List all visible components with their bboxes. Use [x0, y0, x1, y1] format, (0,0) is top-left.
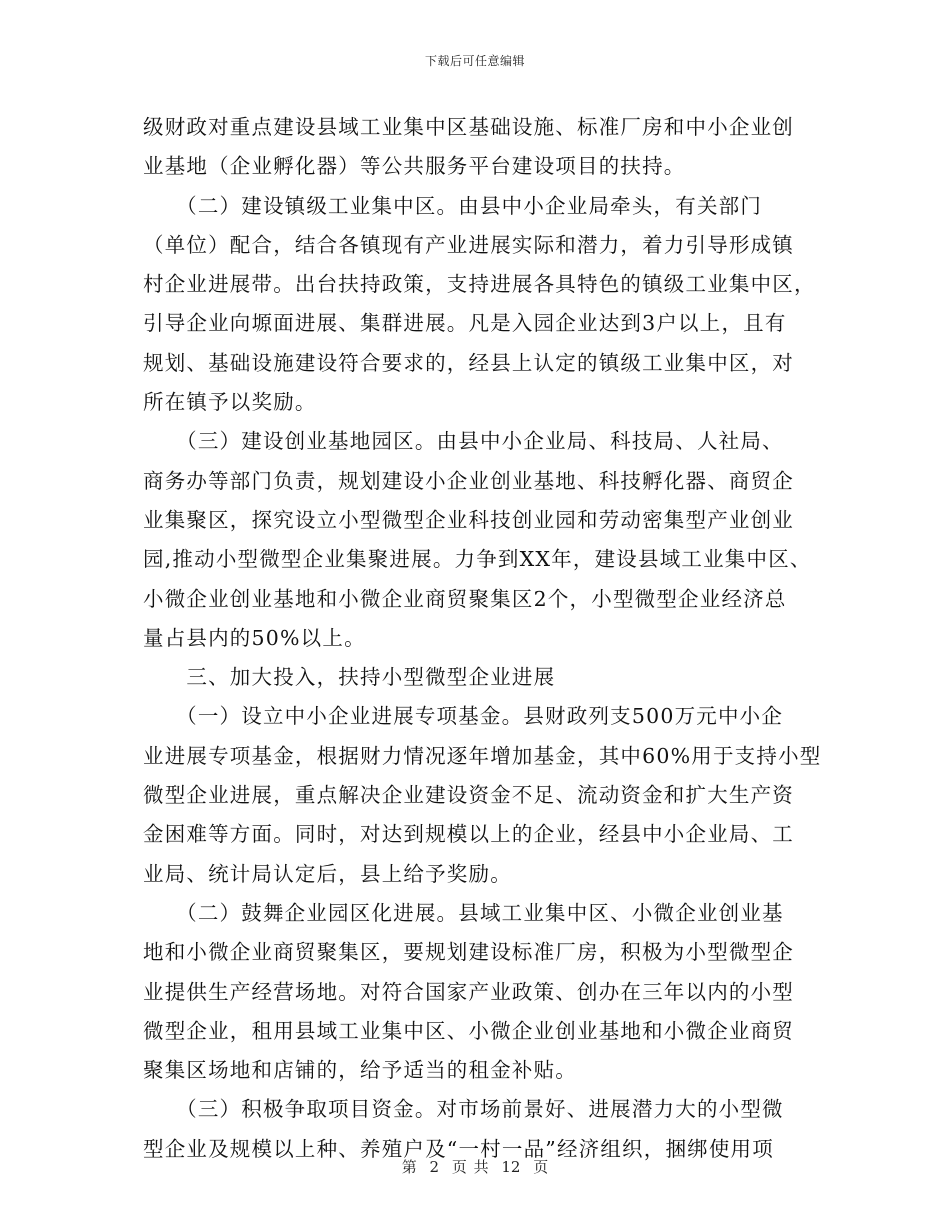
text-line: 商务办等部门负责，规划建设小企业创业基地、科技孵化器、商贸企	[143, 468, 794, 493]
text-line: 引导企业向塬面进展、集群进展。凡是入园企业达到3户以上，且有	[143, 311, 787, 336]
text-line: 业局、统计局认定后，县上给予奖励。	[143, 861, 512, 886]
text-line: 小微企业创业基地和小微企业商贸聚集区2个，小型微型企业经济总	[143, 586, 787, 611]
text-line: 量占县内的50%以上。	[143, 625, 366, 650]
text-line: （三）积极争取项目资金。对市场前景好、进展潜力大的小型微	[143, 1097, 784, 1122]
text-line: 地和小微企业商贸聚集区，要规划建设标准厂房，积极为小型微型企	[143, 940, 794, 965]
text-line: （三）建设创业基地园区。由县中小企业局、科技局、人社局、	[143, 429, 784, 454]
text-line: 业进展专项基金，根据财力情况逐年增加基金，其中60%用于支持小型	[143, 743, 822, 768]
text-line: 业基地（企业孵化器）等公共服务平台建设项目的扶持。	[143, 154, 686, 179]
text-line: 园,推动小型微型企业集聚进展。力争到XX年，建设县域工业集中区、	[143, 547, 812, 572]
text-line: 业提供生产经营场地。对符合国家产业政策、创办在三年以内的小型	[143, 979, 794, 1004]
text-line: 所在镇予以奖励。	[143, 390, 317, 415]
text-line: （一）设立中小企业进展专项基金。县财政列支500万元中小企	[143, 704, 784, 729]
text-line: （二）建设镇级工业集中区。由县中小企业局牵头，有关部门	[143, 193, 763, 218]
text-line: 金困难等方面。同时，对达到规模以上的企业，经县中小企业局、工	[143, 822, 794, 847]
page-number-total: 12	[501, 1158, 521, 1176]
page-footer	[0, 1156, 950, 1177]
footer-prefix: 第	[401, 1158, 417, 1176]
text-line: 村企业进展带。出台扶持政策，支持进展各具特色的镇级工业集中区，	[143, 272, 816, 297]
text-line: （单位）配合，结合各镇现有产业进展实际和潜力，着力引导形成镇	[143, 232, 794, 257]
text-line: 规划、基础设施建设符合要求的，经县上认定的镇级工业集中区，对	[143, 350, 794, 375]
text-line: 业集聚区，探究设立小型微型企业科技创业园和劳动密集型产业创业	[143, 507, 794, 532]
body-text	[143, 108, 822, 1169]
text-line: 型企业及规模以上种、养殖户及“一村一品”经济组织，捆绑使用项	[143, 1136, 774, 1161]
text-line: 微型企业，租用县域工业集中区、小微企业创业基地和小微企业商贸	[143, 1018, 794, 1043]
text-line: 级财政对重点建设县域工业集中区基础设施、标准厂房和中小企业创	[143, 115, 794, 139]
footer-middle: 页 共	[451, 1158, 489, 1176]
footer-suffix: 页	[533, 1158, 549, 1176]
text-line: 聚集区场地和店铺的，给予适当的租金补贴。	[143, 1058, 577, 1083]
text-line: （二）鼓舞企业园区化进展。县域工业集中区、小微企业创业基	[143, 900, 784, 925]
page-number-current: 2	[429, 1158, 440, 1176]
page-header: 下载后可任意编辑	[424, 54, 525, 68]
section-heading: 三、加大投入，扶持小型微型企业进展	[143, 665, 556, 690]
text-line: 微型企业进展，重点解决企业建设资金不足、流动资金和扩大生产资	[143, 783, 794, 808]
